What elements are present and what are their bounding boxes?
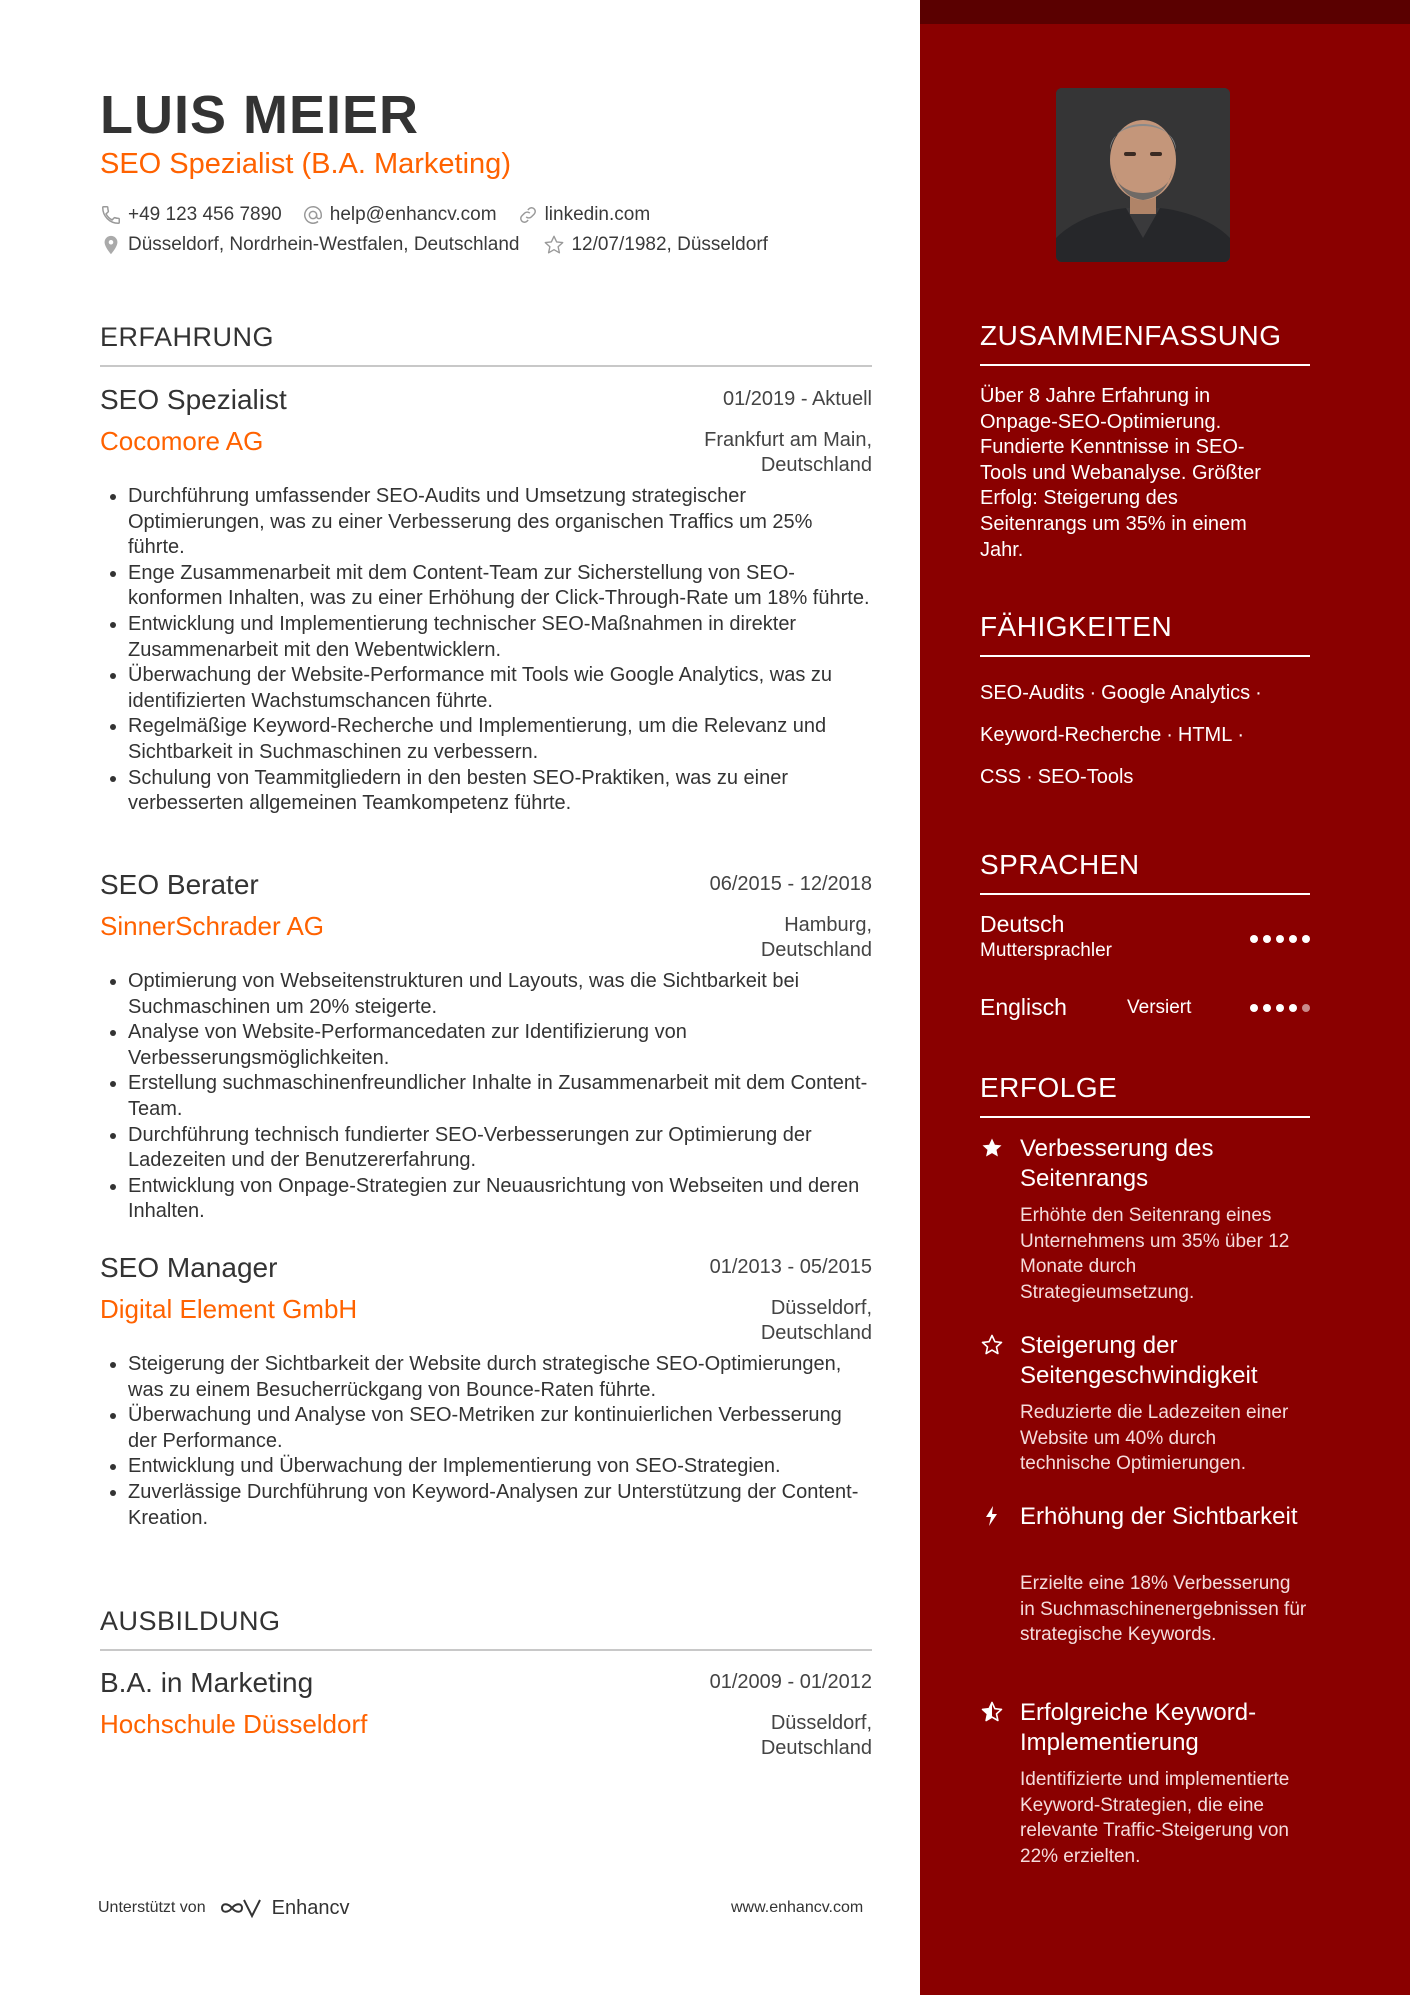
lightning-icon [980, 1504, 1004, 1528]
degree: B.A. in Marketing [100, 1667, 314, 1698]
rating-dot [1250, 935, 1258, 943]
rating-dot [1289, 1004, 1297, 1012]
star-outline-icon [980, 1333, 1004, 1357]
skill-tag: HTML [1177, 724, 1233, 746]
rating-dot [1289, 935, 1297, 943]
languages-heading [980, 849, 1310, 881]
job-bullets [100, 1352, 872, 1531]
contact-row-1 [100, 204, 670, 226]
achievements-heading [980, 1072, 1310, 1104]
experience-heading-text: ERFAHRUNG [100, 322, 275, 352]
list-item: • Entwicklung und Implementierung technischer SEO-Maßnahmen in direkter Zusammenarbeit mit den Webentwicklern. [128, 612, 872, 663]
job-location-line1: Düsseldorf, [770, 1297, 872, 1319]
school: Hochschule Düsseldorf [100, 1709, 368, 1739]
job-location [612, 1296, 872, 1346]
candidate-title: SEO Spezialist (B.A. Marketing) [100, 148, 511, 180]
achievement-desc: Identifizierte und implementierte Keyword-Strategien, die eine relevante Traffic-Steigerung von 22% erzielten. [1020, 1769, 1290, 1867]
rating-dot [1250, 1004, 1258, 1012]
education-location-line1: Düsseldorf, [770, 1712, 872, 1734]
contact-row-2 [100, 234, 788, 256]
job-location [612, 913, 872, 963]
job-bullets [100, 969, 872, 1225]
at-icon [302, 204, 324, 226]
language-rating [1245, 1004, 1310, 1012]
list-item: • Entwicklung und Überwachung der Implementierung von SEO-Strategien. [128, 1454, 872, 1480]
language-level: Versiert [1127, 997, 1192, 1018]
achievement-title: Verbesserung des Seitenrangs [1020, 1135, 1214, 1192]
language-name: Englisch [980, 994, 1067, 1020]
job-dates: 01/2013 - 05/2015 [709, 1256, 872, 1278]
rating-dot [1263, 1004, 1271, 1012]
job-company: Digital Element GmbH [100, 1294, 358, 1324]
star-outline-icon [543, 234, 565, 256]
job-location-line1: Hamburg, [784, 914, 872, 936]
job-role: SEO Berater [100, 869, 259, 900]
phone-text[interactable]: +49 123 456 7890 [128, 204, 282, 225]
skills-heading [980, 611, 1310, 643]
job-location-line1: Frankfurt am Main, [704, 429, 872, 451]
experience-heading [100, 322, 872, 353]
job-location-line2: Deutschland [760, 939, 872, 961]
language-level: Muttersprachler [980, 940, 1112, 961]
list-item: • Zuverlässige Durchführung von Keyword-Analysen zur Unterstützung der Content-Kreation. [128, 1480, 872, 1531]
powered-by-text: Unterstützt von [98, 1899, 206, 1916]
achievement-desc: Erhöhte den Seitenrang eines Unternehmens um 35% über 12 Monate durch Strategieumsetzung. [1020, 1205, 1290, 1303]
skill-tag: CSS [980, 766, 1022, 788]
email-item [302, 204, 497, 226]
job-company: Cocomore AG [100, 426, 264, 456]
linkedin-text[interactable]: linkedin.com [544, 204, 651, 225]
avatar [1056, 88, 1230, 262]
birth-item [543, 234, 767, 256]
job-location-line2: Deutschland [760, 454, 872, 476]
linkedin-item [517, 204, 651, 226]
divider [980, 655, 1310, 657]
list-item: • Durchführung technisch fundierter SEO-Verbesserungen zur Optimierung der Ladezeiten und der Benutzererfahrung. [128, 1123, 872, 1174]
achievement-title: Erfolgreiche Keyword-Implementierung [1020, 1699, 1257, 1756]
location-item [100, 234, 519, 256]
email-text[interactable]: help@enhancv.com [329, 204, 497, 225]
job-location [612, 428, 872, 478]
list-item: • Schulung von Teammitgliedern in den besten SEO-Praktiken, was zu einer verbesserten allgemeinen Teamkompetenz führte. [128, 766, 872, 817]
summary-heading [980, 320, 1310, 352]
list-item: • Durchführung umfassender SEO-Audits und Umsetzung strategischer Optimierungen, was zu einer Verbesserung des organischen Traffics um 25% führte. [128, 484, 872, 561]
list-item: • Analyse von Website-Performancedaten zur Identifizierung von Verbesserungsmöglichkeiten. [128, 1020, 872, 1071]
job-company: SinnerSchrader AG [100, 911, 325, 941]
skill-tag: Keyword-Recherche [980, 724, 1162, 746]
skill-tag: Google Analytics [1101, 682, 1251, 704]
list-item: • Regelmäßige Keyword-Recherche und Implementierung, um die Relevanz und Sichtbarkeit in Suchmaschinen zu verbessern. [128, 714, 872, 765]
job-dates: 01/2019 - Aktuell [723, 388, 872, 410]
achievements-heading-text: ERFOLGE [980, 1072, 1118, 1103]
rating-dot [1276, 1004, 1284, 1012]
divider [980, 1116, 1310, 1118]
job-role: SEO Spezialist [100, 384, 287, 415]
list-item: • Optimierung von Webseitenstrukturen und Layouts, was die Sichtbarkeit bei Suchmaschinen um 20% steigerte. [128, 969, 872, 1020]
education-dates: 01/2009 - 01/2012 [709, 1671, 872, 1693]
location-pin-icon [100, 234, 122, 256]
skill-tag: SEO-Audits [980, 682, 1085, 704]
list-item: • Erstellung suchmaschinenfreundlicher Inhalte in Zusammenarbeit mit dem Content-Team. [128, 1071, 872, 1122]
language-rating [1245, 935, 1310, 943]
skills-heading-text: FÄHIGKEITEN [980, 611, 1173, 642]
list-item: • Enge Zusammenarbeit mit dem Content-Team zur Sicherstellung von SEO-konformen Inhalten, was zu einer Erhöhung der Click-Through-Rate um 18% führte. [128, 561, 872, 612]
education-location [612, 1711, 872, 1761]
summary-text: Über 8 Jahre Erfahrung in Onpage-SEO-Optimierung. Fundierte Kenntnisse in SEO-Tools und Webanalyse. Größter Erfolg: Steigerung des Seitenrangs um 35% in einem Jahr. [980, 385, 1261, 561]
divider [100, 365, 872, 367]
rating-dot [1263, 935, 1271, 943]
achievement-desc: Reduzierte die Ladezeiten einer Website um 40% durch technische Optimierungen. [1020, 1402, 1289, 1475]
rating-dot [1276, 935, 1284, 943]
footer-url[interactable]: www.enhancv.com [731, 1899, 864, 1916]
sidebar-top-bar [920, 0, 1410, 24]
list-item: • Steigerung der Sichtbarkeit der Website durch strategische SEO-Optimierungen, was zu einem Besucherrückgang von Bounce-Raten führte. [128, 1352, 872, 1403]
enhancv-logo-icon [218, 1896, 266, 1920]
skills-list: SEO-Audits · Google Analytics · Keyword-Recherche · HTML · CSS · SEO-Tools [980, 682, 1262, 788]
divider [980, 364, 1310, 366]
job-location-line2: Deutschland [760, 1322, 872, 1344]
brand-name: Enhancv [271, 1896, 350, 1919]
summary-heading-text: ZUSAMMENFASSUNG [980, 320, 1282, 351]
job-dates: 06/2015 - 12/2018 [709, 873, 872, 895]
candidate-name: LUIS MEIER [100, 85, 420, 145]
divider [100, 1649, 872, 1651]
list-item: • Überwachung und Analyse von SEO-Metriken zur kontinuierlichen Verbesserung der Performance. [128, 1403, 872, 1454]
phone-icon [100, 204, 122, 226]
skill-tag: SEO-Tools [1037, 766, 1134, 788]
language-item [980, 911, 1310, 962]
job-role: SEO Manager [100, 1252, 278, 1283]
footer-branding [98, 1896, 349, 1920]
location-text: Düsseldorf, Nordrhein-Westfalen, Deutschland [128, 234, 520, 255]
education-heading [100, 1606, 872, 1637]
star-filled-icon [980, 1136, 1004, 1160]
education-heading-text: AUSBILDUNG [100, 1606, 281, 1636]
job-bullets [100, 484, 872, 817]
achievement-desc: Erzielte eine 18% Verbesserung in Suchmaschinenergebnissen für strategische Keywords. [1020, 1573, 1307, 1646]
education-location-line2: Deutschland [760, 1737, 872, 1759]
rating-dot [1302, 1004, 1310, 1012]
language-name: Deutsch [980, 911, 1065, 937]
list-item: • Überwachung der Website-Performance mit Tools wie Google Analytics, was zu identifizierten Wachstumschancen führte. [128, 663, 872, 714]
list-item: • Entwicklung von Onpage-Strategien zur Neuausrichtung von Webseiten und deren Inhalten. [128, 1174, 872, 1225]
phone-item [100, 204, 282, 226]
link-icon [517, 204, 539, 226]
star-half-icon [980, 1700, 1004, 1724]
rating-dot [1302, 935, 1310, 943]
birth-text: 12/07/1982, Düsseldorf [571, 234, 768, 255]
divider [980, 893, 1310, 895]
language-item [980, 994, 1310, 1021]
achievement-title: Steigerung der Seitengeschwindigkeit [1020, 1332, 1258, 1389]
languages-heading-text: SPRACHEN [980, 849, 1140, 880]
achievement-title: Erhöhung der Sichtbarkeit [1020, 1503, 1298, 1530]
